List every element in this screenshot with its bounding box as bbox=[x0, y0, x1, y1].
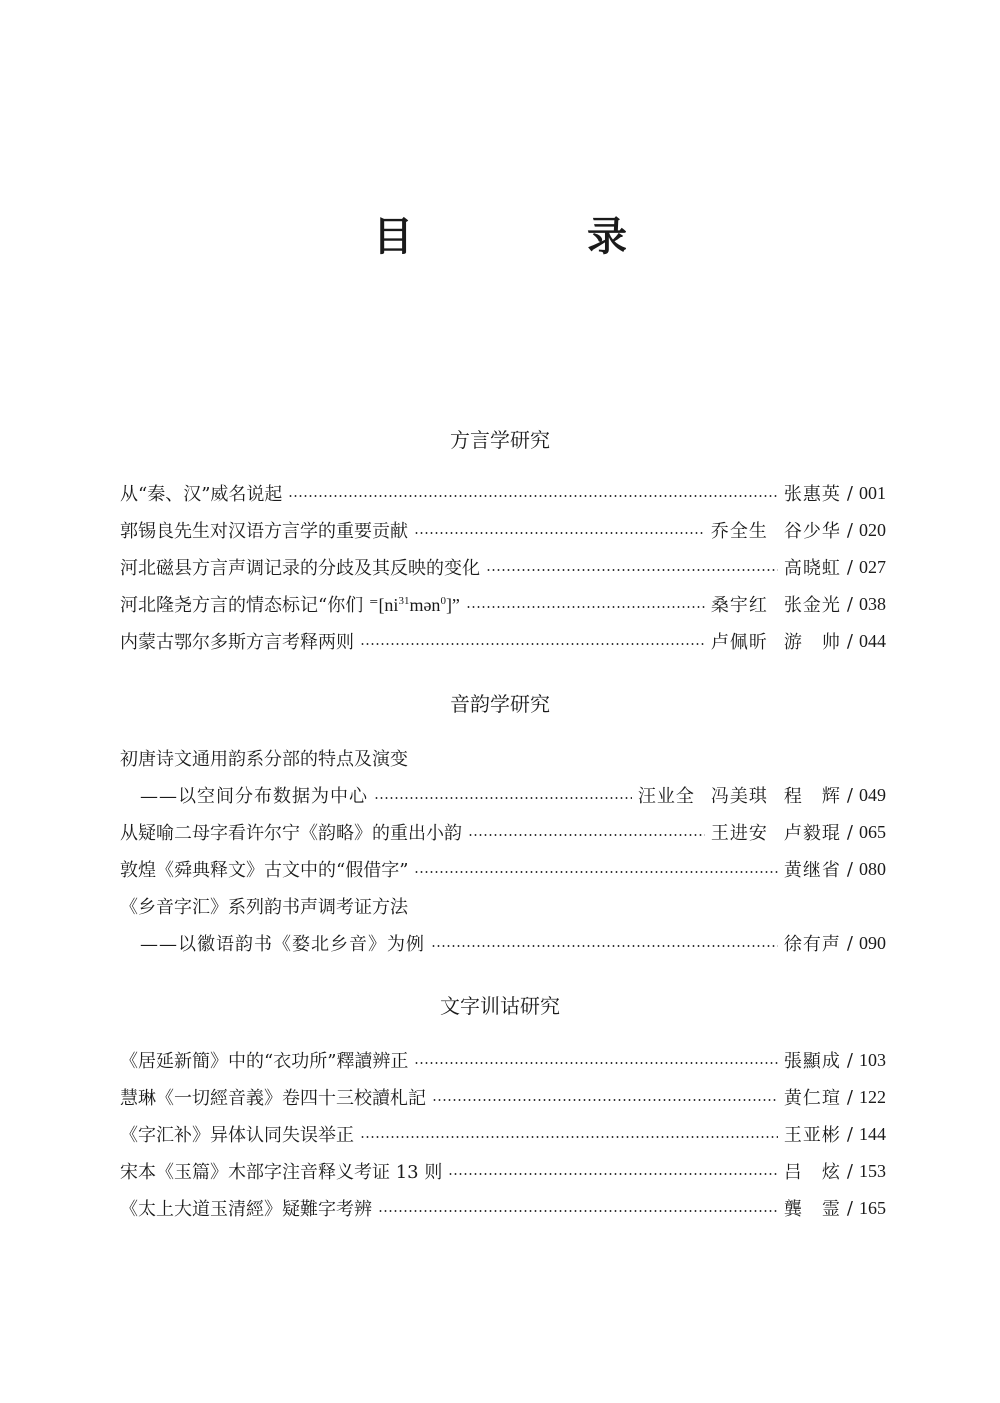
separator: / bbox=[846, 519, 853, 541]
dot-leader bbox=[431, 945, 778, 947]
toc-entry[interactable] bbox=[120, 626, 886, 656]
separator: / bbox=[846, 1049, 853, 1071]
entry-author: 高晓虹 bbox=[783, 558, 841, 579]
entry-author: 汪业全 bbox=[637, 786, 695, 807]
section-heading-phonology: 音韵学研究 bbox=[450, 692, 550, 716]
separator: / bbox=[846, 630, 853, 652]
separator: / bbox=[846, 556, 853, 578]
entry-author: 黄仁瑄 bbox=[783, 1088, 841, 1109]
entry-title: 《字汇补》异体认同失误举正 bbox=[120, 1125, 354, 1146]
entry-title: 从疑喻二母字看许尔宁《韵略》的重出小韵 bbox=[120, 823, 462, 844]
dot-leader bbox=[448, 1173, 778, 1175]
toc-entry[interactable] bbox=[120, 552, 886, 582]
page-title: 目 录 bbox=[373, 214, 707, 260]
entry-author: 吕 炫 bbox=[783, 1162, 841, 1183]
entry-author: 谷少华 bbox=[783, 521, 841, 542]
entry-title: 宋本《玉篇》木部字注音释义考证 13 则 bbox=[120, 1162, 443, 1183]
entry-page-number: 065 bbox=[859, 821, 886, 842]
entry-page-number: 038 bbox=[859, 593, 886, 614]
separator: / bbox=[846, 932, 853, 954]
entry-page-number: 090 bbox=[859, 932, 886, 953]
entry-page-number: 153 bbox=[859, 1160, 886, 1181]
entry-page-number: 020 bbox=[859, 519, 886, 540]
dot-leader bbox=[360, 1136, 778, 1138]
separator: / bbox=[846, 858, 853, 880]
entry-author: 桑宇红 bbox=[710, 595, 768, 616]
entry-author: 黄继省 bbox=[783, 860, 841, 881]
toc-entry[interactable] bbox=[120, 817, 886, 847]
dot-leader bbox=[288, 495, 778, 497]
entry-page-number: 103 bbox=[859, 1049, 886, 1070]
dot-leader bbox=[468, 834, 705, 836]
toc-entry[interactable] bbox=[120, 1156, 886, 1186]
toc-entry[interactable] bbox=[120, 780, 886, 810]
separator: / bbox=[846, 482, 853, 504]
entry-page-number: 080 bbox=[859, 858, 886, 879]
entry-title: 河北隆尧方言的情态标记“你们 $^=[ni^{31}mən^0]$” bbox=[120, 595, 460, 616]
entry-page-number: 049 bbox=[859, 784, 886, 805]
entry-author: 程 辉 bbox=[783, 786, 841, 807]
toc-entry[interactable] bbox=[120, 1119, 886, 1149]
entry-title: 敦煌《舜典释文》古文中的“假借字” bbox=[120, 860, 409, 881]
separator: / bbox=[846, 1160, 853, 1182]
entry-page-number: 165 bbox=[859, 1197, 886, 1218]
entry-page-number: 044 bbox=[859, 630, 886, 651]
entry-page-number: 001 bbox=[859, 482, 886, 503]
dot-leader bbox=[466, 606, 705, 608]
dot-leader bbox=[414, 871, 778, 873]
toc-entry-heading[interactable] bbox=[120, 891, 886, 921]
dot-leader bbox=[414, 532, 705, 534]
entry-author: 卢毅琨 bbox=[783, 823, 841, 844]
dot-leader bbox=[486, 569, 778, 571]
entry-author: 冯美琪 bbox=[710, 786, 768, 807]
entry-title: 河北磁县方言声调记录的分歧及其反映的变化 bbox=[120, 558, 480, 579]
entry-author: 张惠英 bbox=[783, 484, 841, 505]
toc-entry[interactable] bbox=[120, 928, 886, 958]
entry-author: 王进安 bbox=[710, 823, 768, 844]
entry-title: 慧琳《一切經音義》卷四十三校讀札記 bbox=[120, 1088, 426, 1109]
entry-title: 《太上大道玉清經》疑難字考辨 bbox=[120, 1199, 372, 1220]
dot-leader bbox=[378, 1210, 778, 1212]
toc-entry[interactable] bbox=[120, 1082, 886, 1112]
entry-author: 卢佩昕 bbox=[710, 632, 768, 653]
toc-entry[interactable] bbox=[120, 1193, 886, 1223]
entry-author: 張顯成 bbox=[783, 1051, 841, 1072]
entry-page-number: 027 bbox=[859, 556, 886, 577]
separator: / bbox=[846, 1197, 853, 1219]
entry-page-number: 122 bbox=[859, 1086, 886, 1107]
entry-author: 乔全生 bbox=[710, 521, 768, 542]
entry-author: 游 帅 bbox=[783, 632, 841, 653]
toc-entry[interactable] bbox=[120, 478, 886, 508]
entry-title: 从“秦、汉”威名说起 bbox=[120, 484, 283, 505]
entry-title: 郭锡良先生对汉语方言学的重要贡献 bbox=[120, 521, 408, 542]
entry-title: 《居延新簡》中的“衣功所”釋讀辨正 bbox=[120, 1051, 409, 1072]
dot-leader bbox=[360, 643, 705, 645]
toc-entry[interactable] bbox=[120, 854, 886, 884]
entry-title: 初唐诗文通用韵系分部的特点及演变 bbox=[120, 749, 408, 770]
section-heading-dialectology: 方言学研究 bbox=[450, 428, 550, 452]
entry-subtitle: ——以徽语韵书《婺北乡音》为例 bbox=[140, 934, 425, 955]
entry-author: 徐有声 bbox=[783, 934, 841, 955]
toc-entry-heading[interactable] bbox=[120, 743, 886, 773]
dot-leader bbox=[432, 1099, 778, 1101]
separator: / bbox=[846, 784, 853, 806]
section-heading-philology: 文字训诂研究 bbox=[440, 994, 560, 1018]
entry-author: 王亚彬 bbox=[783, 1125, 841, 1146]
entry-author: 张金光 bbox=[783, 595, 841, 616]
toc-entry[interactable] bbox=[120, 589, 886, 619]
separator: / bbox=[846, 1086, 853, 1108]
separator: / bbox=[846, 1123, 853, 1145]
dot-leader bbox=[414, 1062, 778, 1064]
toc-entry[interactable] bbox=[120, 515, 886, 545]
toc-entry[interactable] bbox=[120, 1045, 886, 1075]
entry-page-number: 144 bbox=[859, 1123, 886, 1144]
dot-leader bbox=[374, 797, 632, 799]
entry-title: 《乡音字汇》系列韵书声调考证方法 bbox=[120, 897, 408, 918]
entry-title: 内蒙古鄂尔多斯方言考释两则 bbox=[120, 632, 354, 653]
entry-subtitle: ——以空间分布数据为中心 bbox=[140, 786, 368, 807]
entry-author: 龔 霊 bbox=[783, 1199, 841, 1220]
separator: / bbox=[846, 593, 853, 615]
separator: / bbox=[846, 821, 853, 843]
